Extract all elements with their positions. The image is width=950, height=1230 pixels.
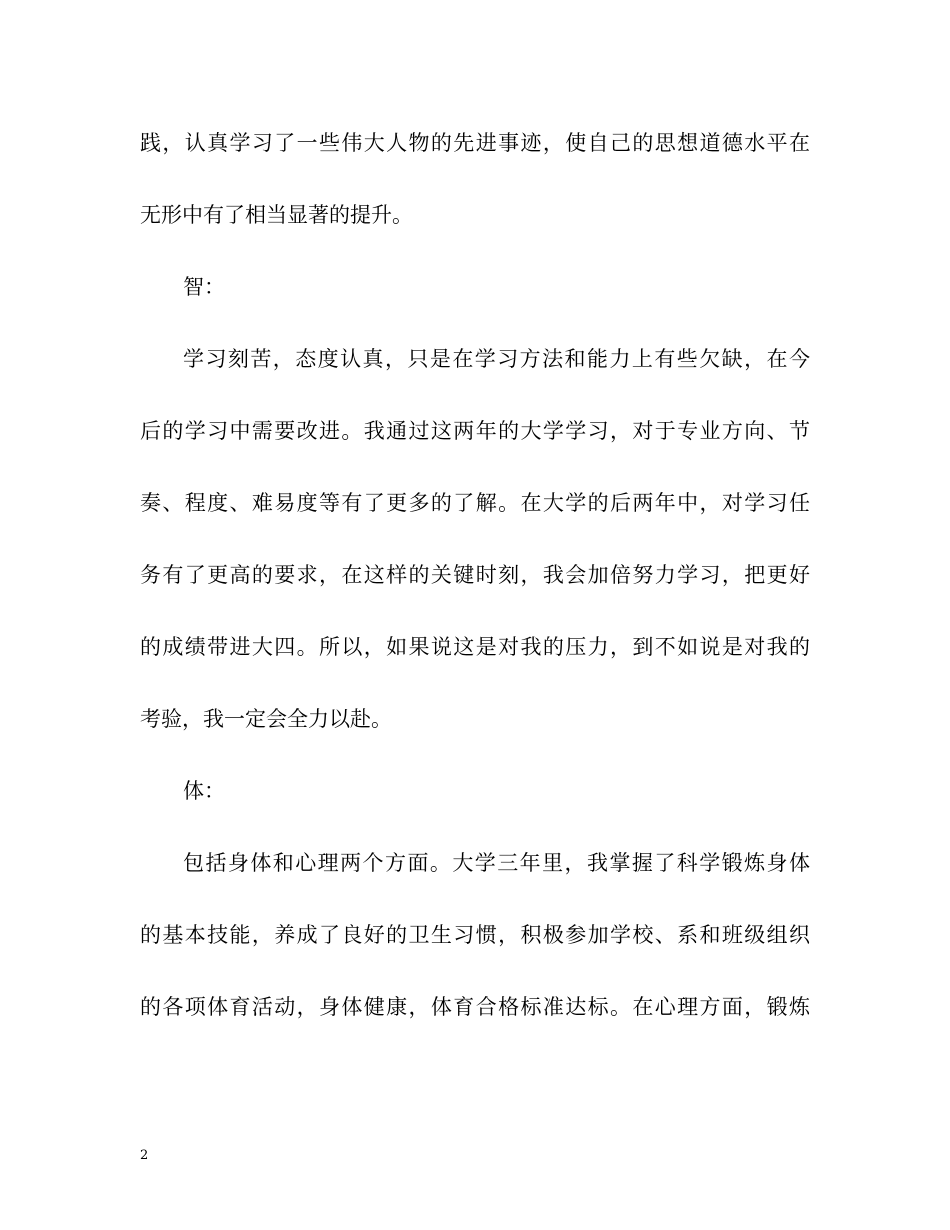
page-number: 2 [140, 1148, 149, 1163]
section-heading: 智： [183, 275, 225, 299]
text-line: 包括身体和心理两个方面。大学三年里，我掌握了科学锻炼身体 [183, 851, 810, 875]
text-line: 的基本技能，养成了良好的卫生习惯，积极参加学校、系和班级组织 [140, 923, 810, 947]
text-line: 奏、程度、难易度等有了更多的了解。在大学的后两年中，对学习任 [140, 491, 810, 515]
text-line: 践，认真学习了一些伟大人物的先进事迹，使自己的思想道德水平在 [140, 131, 810, 155]
text-line: 考验，我一定会全力以赴。 [140, 707, 392, 731]
text-line: 务有了更高的要求，在这样的关键时刻，我会加倍努力学习，把更好 [140, 563, 810, 587]
text-line: 的各项体育活动，身体健康，体育合格标准达标。在心理方面，锻炼 [140, 995, 810, 1019]
text-line: 后的学习中需要改进。我通过这两年的大学学习，对于专业方向、节 [140, 419, 810, 443]
text-line: 无形中有了相当显著的提升。 [140, 203, 413, 227]
section-heading: 体： [183, 779, 225, 803]
text-line: 的成绩带进大四。所以，如果说这是对我的压力，到不如说是对我的 [140, 635, 810, 659]
text-line: 学习刻苦，态度认真，只是在学习方法和能力上有些欠缺，在今 [183, 347, 810, 371]
